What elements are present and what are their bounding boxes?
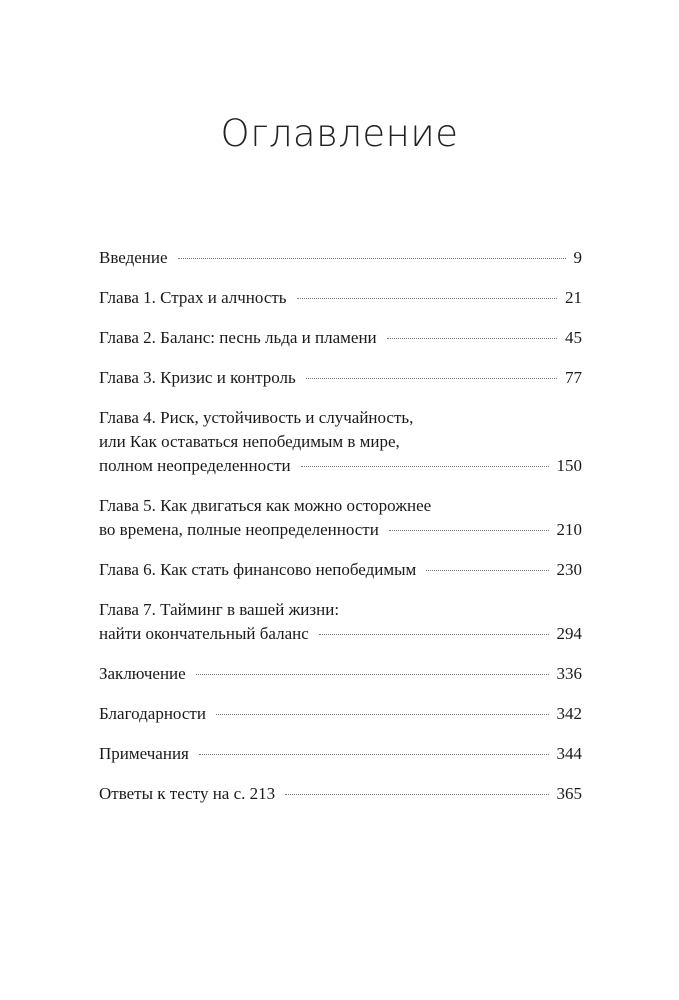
toc-entry-line [99,622,582,646]
toc-entry-line [99,246,582,270]
toc-entry-page-number: 21 [565,288,582,307]
toc-entry-title: Глава 3. Кризис и контроль [99,368,296,387]
toc-entry[interactable] [99,558,582,582]
toc-entry[interactable] [99,246,582,270]
toc-entry-line [99,366,582,390]
toc-entry-page-number: 45 [565,328,582,347]
toc-entry-title: Заключение [99,664,186,683]
toc-entry[interactable] [99,326,582,350]
toc-entry-page-number: 210 [556,520,582,539]
toc-entry-line [99,286,582,310]
dot-leader [216,714,549,715]
toc-entry-title: найти окончательный баланс [99,624,309,643]
toc-entry-page-number: 150 [556,456,582,475]
toc-entry-page-number: 365 [556,784,582,803]
toc-entry-page-number: 294 [556,624,582,643]
toc-entry-title: Ответы к тесту на с. 213 [99,784,276,803]
dot-leader [306,378,557,379]
dot-leader [426,570,548,571]
dot-leader [389,530,549,531]
toc-entry-title: Введение [99,248,168,267]
toc-entry-title: во времена, полные неопределенности [99,520,379,539]
table-of-contents [99,246,582,822]
toc-entry[interactable] [99,742,582,766]
dot-leader [178,258,566,259]
toc-entry-title: Глава 6. Как стать финансово непобедимым [99,560,417,579]
toc-entry-title-line: или Как оставаться непобедимым в мире, [99,432,400,451]
toc-entry-page-number: 342 [556,704,582,723]
toc-entry-title-line: Глава 4. Риск, устойчивость и случайность, [99,408,414,427]
dot-leader [196,674,549,675]
toc-entry-line [99,518,582,542]
toc-entry[interactable] [99,406,582,478]
toc-entry-page-number: 9 [573,248,582,267]
toc-entry-page-number: 336 [556,664,582,683]
toc-entry[interactable] [99,366,582,390]
toc-entry-title: Глава 2. Баланс: песнь льда и пламени [99,328,377,347]
toc-entry-line [99,326,582,350]
toc-entry-page-number: 77 [565,368,582,387]
page-title: Оглавление [220,112,459,155]
dot-leader [199,754,549,755]
dot-leader [301,466,549,467]
toc-entry[interactable] [99,702,582,726]
toc-entry-title: Глава 1. Страх и алчность [99,288,287,307]
toc-entry[interactable] [99,598,582,646]
toc-entry-title: Примечания [99,744,189,763]
toc-entry-title: Благодарности [99,704,206,723]
toc-entry[interactable] [99,662,582,686]
toc-entry-line [99,558,582,582]
toc-entry[interactable] [99,286,582,310]
toc-entry-line [99,454,582,478]
toc-entry-title: полном неопределенности [99,456,291,475]
toc-entry-line [99,662,582,686]
dot-leader [387,338,557,339]
toc-entry-page-number: 344 [556,744,582,763]
toc-entry-page-number: 230 [556,560,582,579]
dot-leader [297,298,557,299]
dot-leader [285,794,548,795]
toc-entry-line [99,702,582,726]
toc-entry-line [99,742,582,766]
dot-leader [319,634,549,635]
toc-entry-title-line: Глава 5. Как двигаться как можно осторожнее [99,496,432,515]
toc-entry[interactable] [99,782,582,806]
toc-entry-title-line: Глава 7. Тайминг в вашей жизни: [99,600,340,619]
toc-entry[interactable] [99,494,582,542]
toc-entry-line [99,782,582,806]
